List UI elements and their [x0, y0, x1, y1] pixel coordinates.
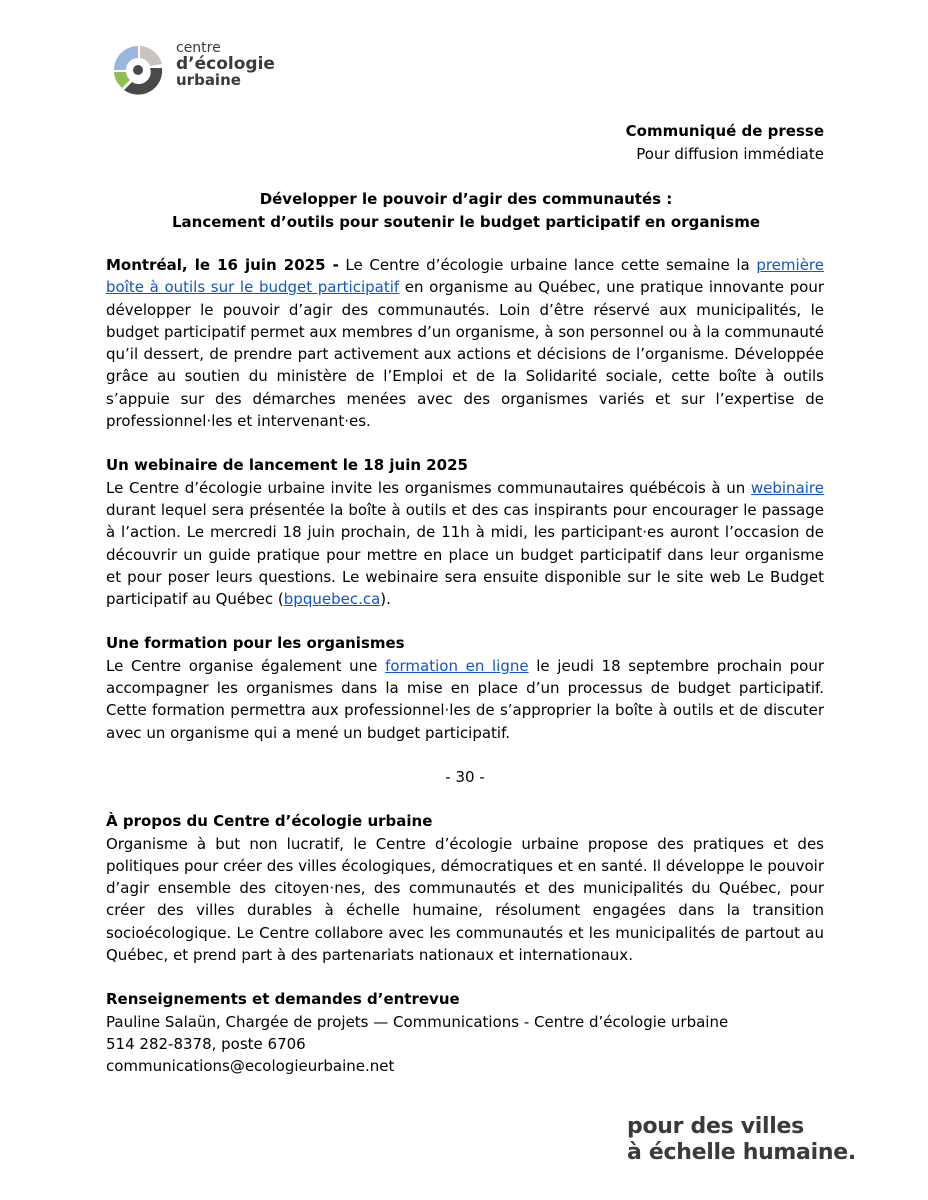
- title-line1: Développer le pouvoir d’agir des communautés :: [259, 190, 673, 208]
- dateline: Montréal, le 16 juin 2025 -: [106, 256, 339, 274]
- end-marker: - 30 -: [445, 767, 485, 786]
- webinar-link[interactable]: webinaire: [750, 478, 824, 497]
- slogan-line1: pour des villes: [627, 1114, 804, 1139]
- about-paragraph: Organisme à but non lucratif, le Centre d’écologie urbaine propose des pratiques et des politiques pour créer des villes écologiques, démocratiques et en santé. Il développe le pouvoir d’agir ensemble des citoyen·nes, des communautés et des municipalités du Québec, pour créer des villes durables à échelle humaine, résolument engagées dans la transition socioécologique. Le Centre collabore avec les communautés et les municipalités de partout au Québec, et prend part à des partenariats nationaux et internationaux.: [106, 834, 824, 965]
- webinar-heading: Un webinaire de lancement le 18 juin 2025: [106, 456, 468, 475]
- press-release-label: [626, 120, 824, 166]
- contact-email: communications@ecologieurbaine.net: [106, 1057, 395, 1076]
- logo-text-line3: urbaine: [176, 71, 241, 89]
- training-paragraph: [106, 655, 824, 744]
- contact-heading: Renseignements et demandes d’entrevue: [106, 990, 460, 1009]
- webinar-paragraph: [106, 477, 824, 611]
- logo-text-line1: centre: [176, 40, 221, 56]
- webinar-text-3: ).: [380, 590, 391, 609]
- intro-paragraph: [106, 254, 824, 432]
- logo-mark-icon: [108, 40, 168, 100]
- webinar-text-2: durant lequel sera présentée la boîte à outils et des cas inspirants pour encourager le passage à l’action. Le mercredi 18 juin prochain, de 11h à midi, les participant·es auront l’occasion de découvrir un guide pratique pour mettre en place un budget participatif dans leur organisme et pour poser leurs questions. Le webinaire sera ensuite disponible sur le site web Le Budget participatif au Québec (: [106, 500, 824, 609]
- press-release-title: Communiqué de presse: [625, 122, 824, 140]
- logo-text-line2: d’écologie: [176, 54, 275, 74]
- title-line2: Lancement d’outils pour soutenir le budget participatif en organisme: [171, 213, 761, 231]
- training-heading: Une formation pour les organismes: [106, 634, 405, 653]
- slogan: [627, 1114, 856, 1166]
- webinar-text-1: Le Centre d’écologie urbaine invite les organismes communautaires québécois à un: [106, 478, 751, 497]
- training-link[interactable]: formation en ligne: [385, 656, 529, 675]
- document-title: [106, 188, 826, 234]
- slogan-line2: à échelle humaine.: [627, 1140, 856, 1165]
- training-text-1: Le Centre organise également une: [106, 656, 386, 675]
- contact-phone: 514 282-8378, poste 6706: [106, 1034, 306, 1053]
- contact-name: Pauline Salaün, Chargée de projets — Communications - Centre d’écologie urbaine: [106, 1012, 729, 1031]
- bpquebec-link[interactable]: bpquebec.ca: [283, 590, 381, 609]
- about-heading: À propos du Centre d’écologie urbaine: [106, 812, 433, 831]
- intro-text-2: en organisme au Québec, une pratique innovante pour développer le pouvoir d’agir des communautés. Loin d’être réservé aux municipalités, le budget participatif permet aux membres d’un organisme, à son personnel ou à la communauté qu’il dessert, de prendre part activement aux actions et décisions de l’organisme. Développée grâce au soutien du ministère de l’Emploi et de la Solidarité sociale, cette boîte à outils s’appuie sur des démarches menées avec des organismes variés et sur l’expertise de professionnel·les et intervenant·es.: [106, 278, 824, 431]
- document-body: [106, 254, 824, 1078]
- press-release-subtitle: Pour diffusion immédiate: [636, 145, 824, 163]
- intro-text-1: Le Centre d’écologie urbaine lance cette semaine la: [338, 256, 757, 274]
- training-text-2: le jeudi 18 septembre prochain pour accompagner les organismes dans la mise en place d’un processus de budget participatif. Cette formation permettra aux professionnel·les de s’approprier la boîte à outils et de discuter avec un organisme qui a mené un budget participatif.: [106, 656, 824, 742]
- logo: [108, 36, 288, 100]
- toolbox-link[interactable]: première boîte à outils sur le budget participatif: [106, 256, 824, 297]
